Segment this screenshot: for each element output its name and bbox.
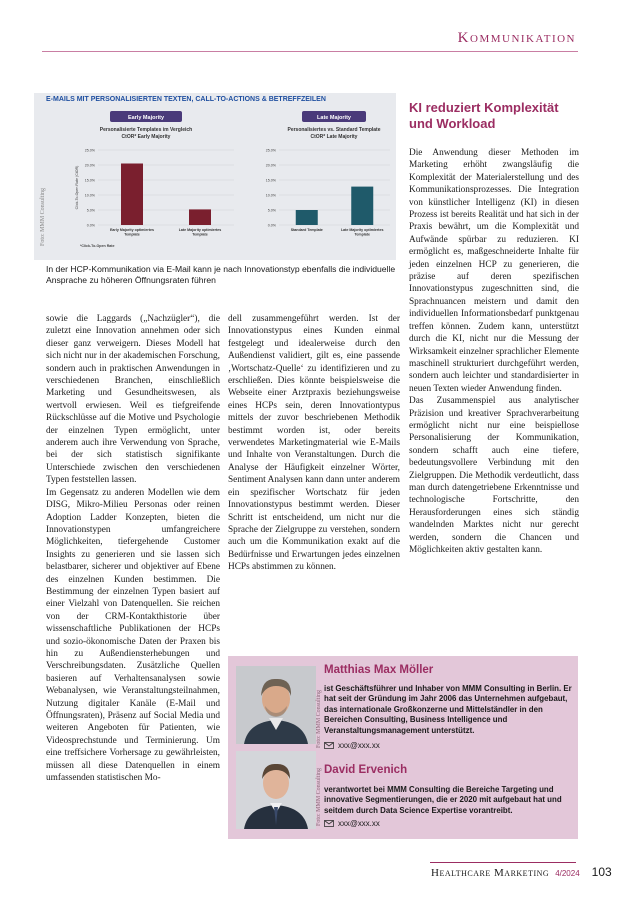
text-column-2: [228, 313, 400, 574]
text-column-1: [46, 313, 220, 784]
y-tick-label: 5.0%: [267, 208, 276, 213]
y-tick-label: 15.0%: [84, 178, 95, 183]
y-tick-label: 25.0%: [265, 148, 276, 153]
y-axis-label: Click-To-Open Rate (CtOR): [75, 165, 79, 210]
chart-subtitle: CtOR* Late Majority: [310, 134, 358, 140]
author-email[interactable]: [324, 741, 380, 750]
paragraph: Im Gegensatz zu anderen Modellen wie dem DISG, Mikro-Milieu Personas oder reinen Adoption Ladder Konzepten, bieten die Innovationstypen umfangreichere Möglichkeiten, tiefergehende Customer Insights zu generieren und sie lassen sich belastbarer, sicherer und objektiver auf Ebene des einzelnen Kunden bestimmen. Die Bestimmung der einzelnen Typen basiert auf einer Vielzahl von Datenquellen. Sie reichen von der CRM-Kontakthistorie über wissenschaftliche Publikationen der HCPs und sozio-ökonomische Daten der Praxen bis hin zu Außendiensterhebungen und Verschreibungsdaten. Zusätzliche Quellen basieren auf Verhaltensanalysen sowie Webanalysen, wie Veranstaltungsteilnahmen, Nutzung digitaler Kanäle (E-Mail und Öffnungsraten), Präsenz auf Social Media und weiteren Angeboten für Patienten, wie Videosprechstunde und Terminierung. Um eine treffsichere Vorhersage zu gewährleisten, müssen all diese Datenquellen in einem umfassenden statistischen Mo-: [46, 487, 220, 784]
paragraph: Die Anwendung dieser Methoden im Marketing erhöht zwangsläufig die Komplexität der Materialerstellung und des Kommunikationsprozesses. Die Integration von künstlicher Intelligenz (KI) in diesen Prozess ist bereits Realität und hat sich in der Praxis bewährt, um die Komplexität und Aufwände spürbar zu reduzieren. KI ermöglicht es, maßgeschneiderte Inhalte für jeden einzelnen HCP zu generieren, die präzise auf deren spezifischen Innovationstypus zugeschnitten sind, die Sprachnuancen meistern und damit den individuellen Informationsbedarf punktgenau treffen können. Zudem kann, unterstützt durch die KI, nicht nur die Messung der Wirksamkeit einzelner sprachlicher Elemente maschinell strukturiert durchgeführt werden, sondern auch leichter und standardisierter in neuen Texten wieder Anwendung finden.: [409, 148, 579, 394]
chart-title: Personalisiertes vs. Standard Template: [287, 127, 381, 133]
chart-subtitle: CtOR* Early Majority: [121, 134, 171, 140]
figure-title: E-MAILS MIT PERSONALISIERTEN TEXTEN, CALL-TO-ACTIONS & BETREFFZEILEN: [46, 96, 326, 103]
page-number: 103: [591, 865, 612, 879]
y-tick-label: 5.0%: [86, 208, 95, 213]
bar: [351, 187, 373, 225]
y-tick-label: 20.0%: [265, 163, 276, 168]
chart-area: [34, 105, 396, 260]
mail-icon: [324, 820, 334, 827]
y-tick-label: 0.0%: [86, 223, 95, 228]
figure: [34, 93, 396, 260]
y-tick-label: 25.0%: [84, 148, 95, 153]
y-tick-label: 10.0%: [84, 193, 95, 198]
y-tick-label: 0.0%: [267, 223, 276, 228]
x-category-label-cont: Template: [354, 232, 371, 237]
author-email[interactable]: [324, 819, 380, 828]
y-tick-label: 15.0%: [265, 178, 276, 183]
figure-credit: Foto: MMM Consulting: [40, 187, 46, 246]
paragraph: dell zusammengeführt werden. Ist der Innovationstypus eines Kunden einmal festgelegt und idealerweise durch den Außendienst validiert, gilt es, eine passende ‚Wortschatz-Quelle‘ zu identifizieren und zu erschließen. Dies könnte beispielsweise die Webseite einer Arztpraxis beziehungsweise eines HCPs sein, deren Innovationtypus mittels der zuvor beschriebenen Methodik bestimmt worden ist, oder bereits verwendetes Marketingmaterial wie E-Mails und Inhalte von Veranstaltungen. Durch die Analyse der Häufigkeit einzelner Wörter, Sentiment Analysen kann dann unter anderem ein spezifischer Wortschatz für jeden Innovationstypus bestimmt werden. Dieser Schritt ist entscheidend, um nicht nur die Sprache der Zielgruppe zu verstehen, sondern auch um die Kommunikation exakt auf die Bedürfnisse und Erwartungen jedes einzelnen HCPs abstimmen zu können.: [228, 314, 400, 573]
bar: [296, 210, 318, 225]
chart-badge-label: Late Majority: [317, 115, 351, 121]
figure-caption: In der HCP-Kommunikation via E-Mail kann je nach Innovationstyp ebenfalls die individuelle Ansprache zu höheren Öffnungsraten führen: [46, 264, 396, 285]
author-photo-credit: Foto: MMM Consulting: [316, 689, 322, 748]
footer-rule: [430, 862, 576, 863]
bar: [189, 209, 211, 225]
x-category-label: Late Majority optimiertes: [340, 228, 384, 232]
mail-icon: [324, 742, 334, 749]
paragraph: Das Zusammenspiel aus analytischer Präzision und kreativer Sprachverarbeitung ermöglicht nicht nur eine beispiellose Personalisierung der Kommunikation, sondern schafft auch eine tiefere, bedeutungsvollere Verbindung mit den Zielgruppen. Die Methodik verdeutlicht, dass man durch datengetriebene Erkenntnisse und technologische Fortschritte, den Herausforderungen eines sich ständig wandelnden Marktes nicht nur gerecht werden, sondern die Chancen und Möglichkeiten aktiv gestalten kann.: [409, 396, 579, 555]
author-email-text[interactable]: xxx@xxx.xx: [338, 819, 380, 828]
author-bio: verantwortet bei MMM Consulting die Bereiche Targeting und innovative Segmentierungen, die er 2020 mit aufgebaut hat und seitdem durch Data Science Expertise vorantreibt.: [324, 785, 562, 815]
author-name: David Ervenich: [324, 764, 408, 776]
chart-footnote: *Click-To-Open Rate: [80, 244, 115, 248]
footer-issue: 4/2024: [555, 869, 580, 878]
x-category-label: Late Majority optimiertes: [178, 228, 222, 232]
author-bio: ist Geschäftsführer und Inhaber von MMM Consulting in Berlin. Er hat seit der Gründung im Jahr 2006 das Unternehmen aufgebaut, das internationale Großkonzerne und Mittelständler in den Bereichen Consulting, Business Intelligence und Veranstaltungsmanagement unterstützt.: [324, 684, 572, 735]
text-column-3: [409, 147, 579, 556]
author-box: [228, 656, 578, 839]
x-category-label-cont: Template: [192, 232, 208, 237]
paragraph: sowie die Laggards („Nachzügler“), die zuletzt eine Innovation annehmen oder sich dieser ganz verweigern. Dieses Modell hat sich nicht nur in der akademischen Forschung, sondern auch in praktischen Anwendungen in verschiedenen Branchen, einschließlich Marketing und Gesundheitswesen, als wertvoll erwiesen. Weil es tiefgreifende Rückschlüsse auf die Motive und Psychologie der einzelnen Typen ermöglicht, unter anderem auch ihre Verwendung von Sprache, bei der sich statistisch signifikante Unterschiede zwischen den verschiedenen Typen feststellen lassen.: [46, 314, 220, 486]
author-photo: [236, 666, 316, 744]
header-rule: [42, 51, 578, 52]
section-headline: KI reduziert Komplexität und Workload: [409, 100, 559, 131]
author-name: Matthias Max Möller: [324, 664, 434, 676]
x-category-label: Early Majority optimiertes: [110, 228, 154, 232]
x-category-label-cont: Template: [124, 232, 140, 237]
footer-brand: Healthcare Marketing: [431, 867, 550, 879]
author-photo-credit: Foto: MMM Consulting: [316, 767, 322, 826]
bar: [121, 164, 143, 226]
footer: [431, 865, 612, 879]
chart-badge-label: Early Majority: [127, 115, 165, 121]
section-label: Kommunikation: [457, 30, 576, 46]
x-category-label: Standard Template: [290, 228, 323, 232]
y-tick-label: 10.0%: [265, 193, 276, 198]
author-photo: [236, 751, 316, 829]
y-tick-label: 20.0%: [84, 163, 95, 168]
author-email-text[interactable]: xxx@xxx.xx: [338, 741, 380, 750]
chart-title: Personalisierte Templates im Vergleich: [99, 127, 193, 133]
